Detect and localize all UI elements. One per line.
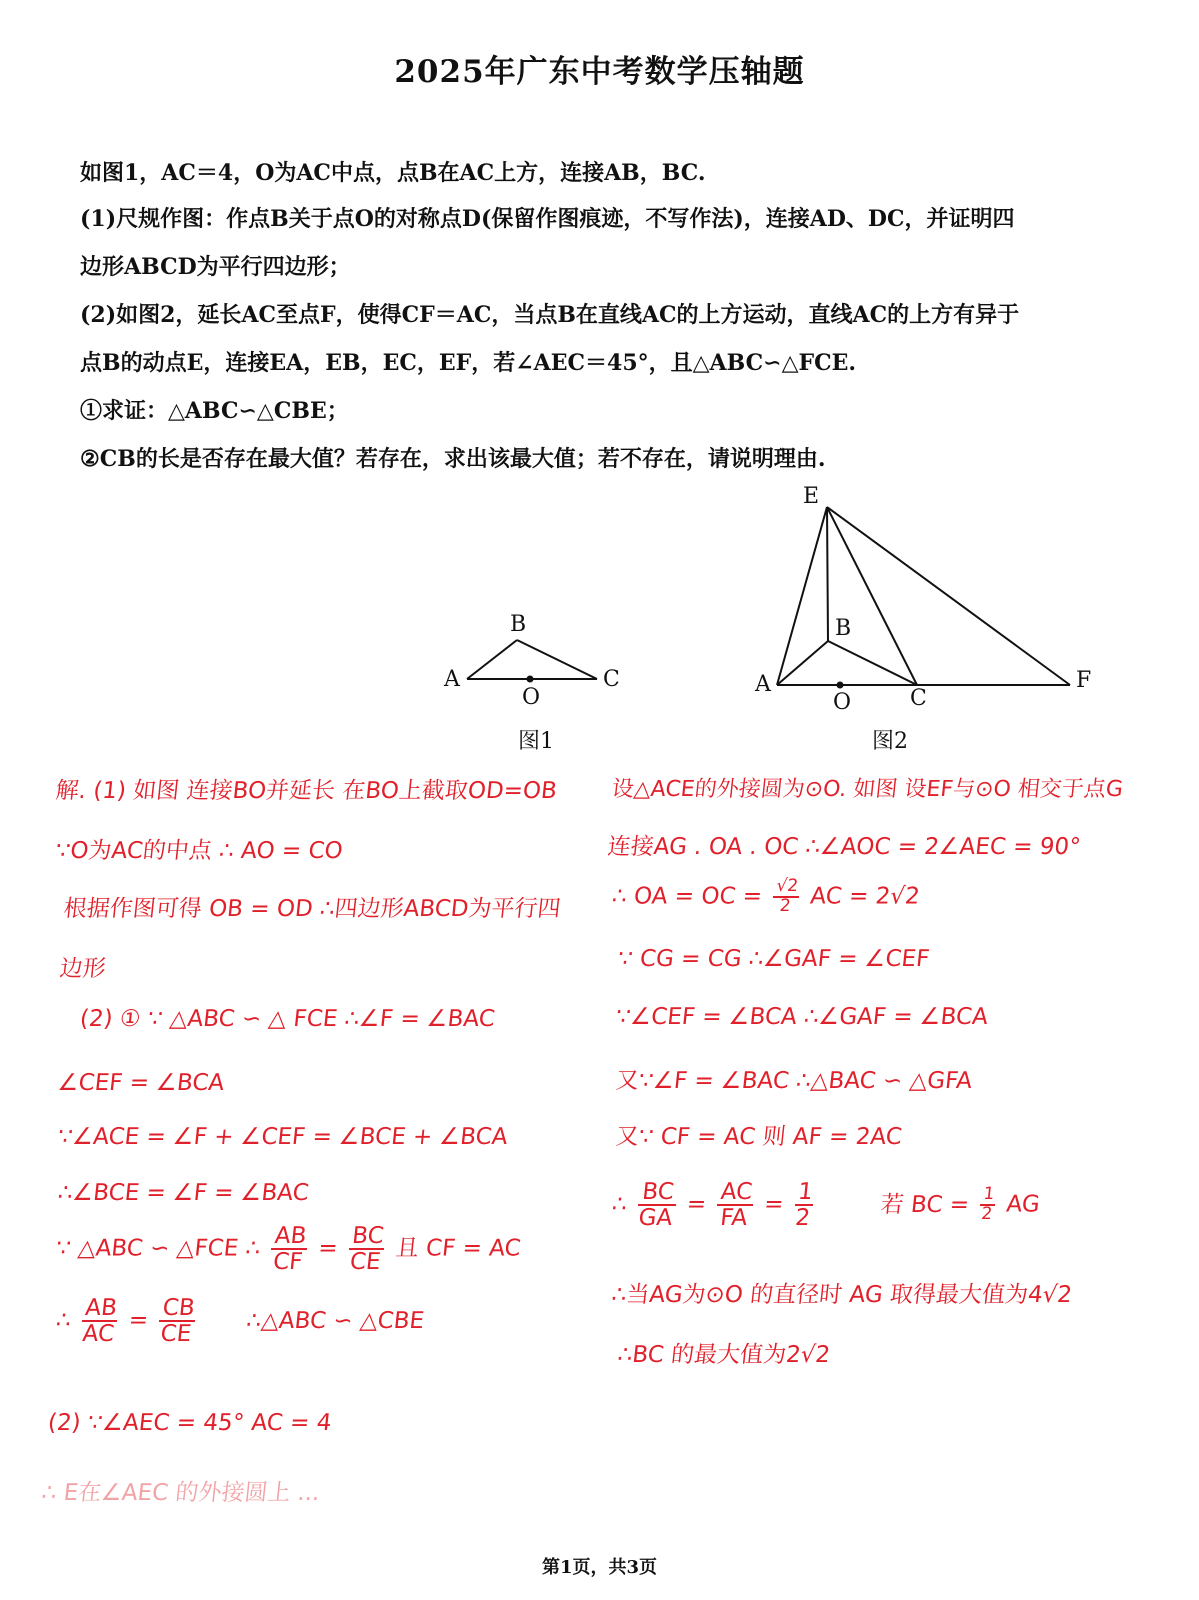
solution-left-line-9 (53, 1224, 523, 1274)
fraction-ac-fa (715, 1180, 756, 1230)
fig1-caption: 图1 (518, 729, 554, 754)
problem-line-7: ②CB的长是否存在最大值？若存在，求出该最大值；若不存在，请说明理由. (80, 446, 826, 472)
solution-left-line-7: ∵∠ACE = ∠F + ∠CEF = ∠BCE + ∠BCA (56, 1124, 509, 1150)
solution-right-line-1: 设△ACE的外接圆为⊙O. 如图 设EF与⊙O 相交于点G (610, 777, 1125, 802)
solution-left-line-4: 边形 (58, 956, 108, 982)
fig1-label-c: C (603, 667, 620, 692)
solution-left-line-8: ∴∠BCE = ∠F = ∠BAC (56, 1180, 311, 1206)
solution-left-line-2: ∵O为AC的中点 ∴ AO = CO (54, 838, 344, 864)
fraction-denominator: FA (718, 1205, 749, 1232)
fraction-denominator: CF (271, 1249, 304, 1276)
equals-sign: = (762, 1191, 785, 1218)
solution-left-line-1: 解. (1) 如图 连接BO并延长 在BO上截取OD=OB (54, 778, 559, 804)
fraction-denominator: 2 (778, 895, 792, 916)
solution-right-line-9: ∴当AG为⊙O 的直径时 AG 取得最大值为4√2 (610, 1282, 1074, 1308)
solution-right-line-8-a: ∴ (610, 1191, 629, 1218)
fraction-ab-cf (269, 1224, 310, 1274)
fraction-denominator: AC (81, 1321, 116, 1348)
fig1-label-o: O (522, 685, 541, 710)
solution-left-line-10 (53, 1296, 426, 1346)
page-title: 2025年广东中考数学压轴题 (394, 54, 805, 90)
fraction-cb-ce (157, 1296, 198, 1346)
fraction-one-half-small (978, 1186, 997, 1224)
problem-line-2: (1)尺规作图：作点B关于点O的对称点D(保留作图痕迹，不写作法)，连接AD、DC，并证明四 (80, 206, 1015, 232)
fraction-numerator: AC (717, 1180, 755, 1206)
figures-svg (0, 0, 1199, 760)
fraction-root2-over-2 (771, 878, 801, 916)
fraction-denominator: 2 (793, 1205, 812, 1232)
solution-right-line-3 (610, 878, 921, 916)
fraction-numerator: AB (82, 1296, 120, 1322)
fraction-ab-ac (79, 1296, 120, 1346)
fig2-label-a: A (755, 672, 771, 697)
fig2-label-o: O (833, 690, 852, 715)
fraction-denominator: CE (348, 1249, 382, 1276)
figure-1-point-o (527, 676, 534, 683)
problem-line-5: 点B的动点E，连接EA，EB，EC，EF，若∠AEC＝45°，且△ABC∽△FCE. (80, 350, 857, 376)
fraction-denominator: CE (159, 1321, 193, 1348)
fig1-label-a: A (444, 667, 460, 692)
solution-right-line-6: 又∵∠F = ∠BAC ∴△BAC ∽ △GFA (614, 1068, 974, 1094)
solution-right-line-8 (609, 1180, 1042, 1230)
solution-left-line-10-b: ∴△ABC ∽ △CBE (245, 1307, 426, 1334)
fraction-numerator: AB (271, 1224, 309, 1250)
fraction-denominator: 2 (980, 1204, 994, 1225)
solution-left-line-10-a: ∴ (54, 1307, 73, 1334)
page-footer: 第1页，共3页 (541, 1557, 658, 1578)
problem-line-3: 边形ABCD为平行四边形； (80, 254, 351, 280)
solution-left-line-9-b: 且 CF = AC (394, 1235, 522, 1262)
solution-left-line-11: (2) ∵∠AEC = 45° AC = 4 (46, 1410, 333, 1436)
fraction-numerator: BC (349, 1224, 387, 1250)
fraction-denominator: GA (637, 1205, 674, 1232)
fig2-label-c: C (910, 686, 927, 711)
fraction-numerator: 1 (980, 1186, 997, 1206)
equals-sign: = (316, 1235, 339, 1262)
fig2-label-f: F (1076, 668, 1092, 693)
fraction-numerator: BC (638, 1180, 678, 1206)
solution-left-line-6: ∠CEF = ∠BCA (56, 1070, 226, 1096)
fraction-numerator: CB (159, 1296, 198, 1322)
solution-right-line-5: ∵∠CEF = ∠BCA ∴∠GAF = ∠BCA (614, 1004, 990, 1030)
solution-right-line-3-a: ∴ OA = OC = (610, 883, 764, 910)
solution-right-line-8-c: AG (1005, 1191, 1042, 1218)
fig2-label-e: E (803, 484, 820, 509)
figure-2-point-o (837, 682, 844, 689)
fraction-numerator: √2 (773, 878, 801, 898)
solution-right-line-8-b: 若 BC = (879, 1191, 971, 1218)
figure-2-lines (777, 507, 1070, 685)
solution-right-line-3-b: AC = 2√2 (808, 883, 921, 910)
fig1-label-b: B (510, 612, 527, 637)
solution-left-line-12: ∴ E在∠AEC 的外接圆上 ... (40, 1480, 322, 1506)
solution-right-line-2: 连接AG . OA . OC ∴∠AOC = 2∠AEC = 90° (606, 834, 1082, 860)
fraction-one-half (792, 1180, 816, 1230)
solution-right-line-4: ∵ CG = CG ∴∠GAF = ∠CEF (616, 946, 931, 972)
fraction-numerator: 1 (795, 1180, 816, 1206)
solution-left-line-5: (2) ① ∵ △ABC ∽ △ FCE ∴∠F = ∠BAC (78, 1006, 497, 1032)
problem-line-6: ①求证：△ABC∽△CBE； (80, 398, 349, 424)
problem-line-4: (2)如图2，延长AC至点F，使得CF＝AC，当点B在直线AC的上方运动，直线AC的上方有异于 (80, 302, 1020, 328)
fig2-label-b: B (835, 616, 852, 641)
fig2-caption: 图2 (872, 729, 908, 754)
figure-1-lines (467, 640, 597, 679)
equals-sign: = (127, 1307, 150, 1334)
solution-left-line-9-a: ∵ △ABC ∽ △FCE ∴ (54, 1235, 262, 1262)
solution-right-line-10: ∴BC 的最大值为2√2 (616, 1342, 832, 1368)
equals-sign: = (685, 1191, 708, 1218)
problem-line-1: 如图1，AC＝4，O为AC中点，点B在AC上方，连接AB，BC. (80, 160, 706, 186)
fraction-bc-ce (346, 1224, 387, 1274)
solution-left-line-3: 根据作图可得 OB = OD ∴四边形ABCD为平行四 (62, 896, 562, 922)
solution-right-line-7: 又∵ CF = AC 则 AF = 2AC (614, 1124, 904, 1150)
fraction-bc-ga (635, 1180, 678, 1230)
